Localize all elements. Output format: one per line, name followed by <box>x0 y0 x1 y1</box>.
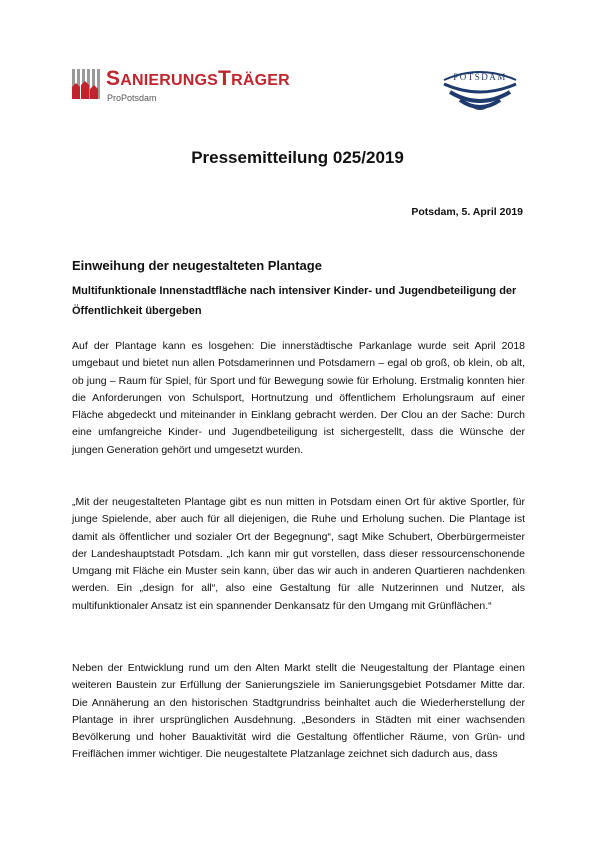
body-paragraph: Auf der Plantage kann es losgehen: Die innerstädtische Parkanlage wurde seit April 2018 umgebaut und bietet nun allen Potsdamerinnen und Potsdamern – egal ob groß, ob klein, ob alt, ob jung – Raum für Spiel, für Sport und für Bewegung sowie für Erholung. Erstmalig konnten hier die Anforderungen von Schulsport, Hortnutzung und öffentlichem Erholungsraum auf einer Fläche abgedeckt und miteinander in Einklang gebracht werden. Der Clou an der Sache: Durch eine umfangreiche Kinder- und Jugendbeteiligung ist sichergestellt, dass die Wünsche der jungen Generation gehört und umgesetzt wurden. <box>72 340 525 456</box>
brand-name: SANIERUNGSTRÄGER <box>106 67 290 90</box>
body-paragraph: „Mit der neugestalteten Plantage gibt es nun mitten in Potsdam einen Ort für aktive Sportler, für junge Spielende, aber auch für all diejenigen, die Ruhe und Erholung suchen. Die Plantage ist damit als öffentlicher und sozialer Ort der Begegnung“, sagt Mike Schubert, Oberbürgermeister der Landeshauptstadt Potsdam. „Ich kann mir gut vorstellen, dass dieser ressourcenschonende Umgang mit Fläche ein Muster sein kann, über das wir auch in anderen Quartieren nachdenken werden. Ein „design for all“, also eine Gestaltung für alle Nutzerinnen und Nutzer, als multifunktionaler Ansatz ist ein spannender Denkansatz für den Umgang mit Grünflächen.“ <box>72 496 525 612</box>
potsdam-logo <box>440 66 520 114</box>
dateline: Potsdam, 5. April 2019 <box>411 206 523 218</box>
potsdam-emblem-icon <box>440 66 520 114</box>
page-title: Pressemitteilung 025/2019 <box>191 148 404 167</box>
potsdam-logo-text: POTSDAM <box>453 72 507 82</box>
building-bars-icon <box>72 67 102 101</box>
headline: Einweihung der neugestalteten Plantage <box>72 258 322 273</box>
brand-subtitle: ProPotsdam <box>107 93 157 103</box>
body-paragraph: Neben der Entwicklung rund um den Alten Markt stellt die Neugestaltung der Plantage einen weiteren Baustein zur Erfüllung der Sanierungsziele im Sanierungsgebiet Potsdamer Mitte dar. Die Annäherung an den historischen Stadtgrundriss beinhaltet auch die Wiederherstellung der Plantage in ihrer ursprünglichen Ausdehnung. „Besonders in Städten mit einer wachsenden Bevölkerung und hoher Bauaktivität wird die Gestaltung öffentlicher Räume, von Grün- und Freiflächen immer wichtiger. Die neugestaltete Platzanlage zeichnet sich dadurch aus, dass <box>72 662 525 761</box>
subheadline: Multifunktionale Innenstadtfläche nach intensiver Kinder- und Jugendbeteiligung der Öffentlichkeit übergeben <box>72 285 517 317</box>
sanierungstraeger-logo <box>72 67 312 107</box>
